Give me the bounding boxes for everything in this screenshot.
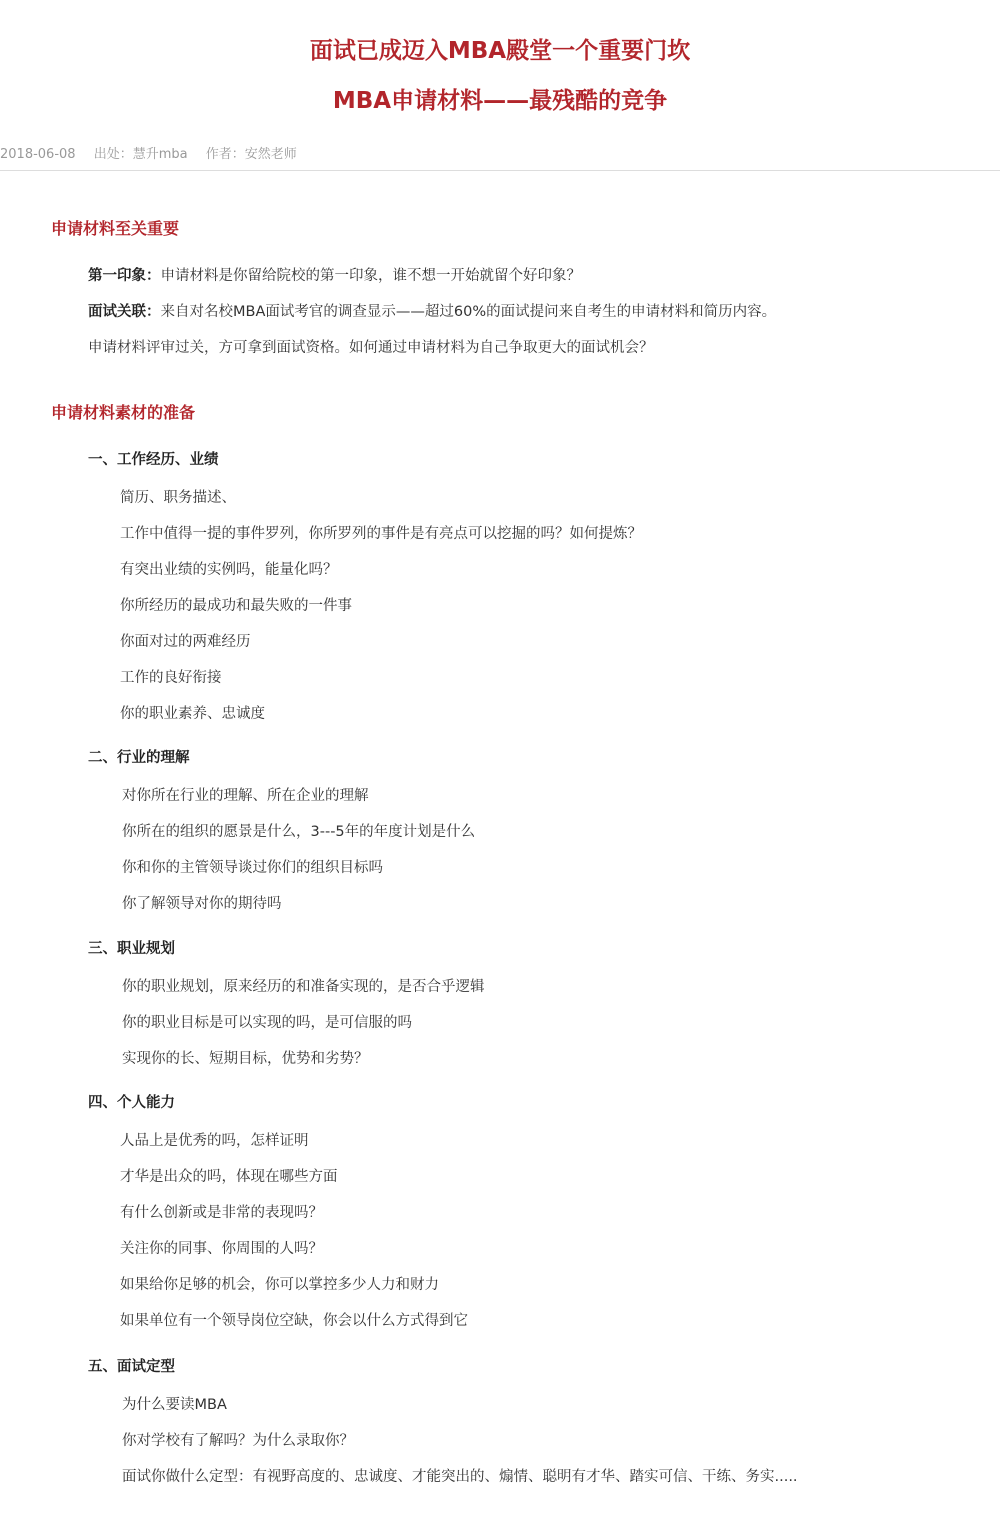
article-title-block: [0, 0, 1000, 118]
article-meta: [0, 143, 311, 162]
section-heading-importance: 申请材料至关重要: [51, 219, 180, 238]
paragraph-text: 申请材料是你留给院校的第一印象，谁不想一开始就留个好印象？: [160, 268, 581, 284]
article-subtitle: MBA申请材料——最残酷的竞争: [332, 88, 668, 114]
list-item: 你所经历的最成功和最失败的一件事: [120, 598, 352, 614]
list-item: 你的职业规划，原来经历的和准备实现的，是否合乎逻辑: [122, 979, 485, 995]
list-item: 工作的良好衔接: [120, 670, 222, 686]
paragraph-label: 第一印象：: [88, 268, 161, 284]
list-item: 如果给你足够的机会，你可以掌控多少人力和财力: [120, 1277, 439, 1293]
list-item: 你的职业目标是可以实现的吗，是可信服的吗: [122, 1015, 412, 1031]
list-item: 简历、职务描述、: [120, 490, 236, 506]
section-heading-preparation: 申请材料素材的准备: [51, 403, 196, 422]
list-item: 有什么创新或是非常的表现吗？: [120, 1205, 323, 1221]
meta-divider: [0, 170, 1000, 171]
paragraph-label: 面试关联：: [88, 304, 161, 320]
list-item: 你和你的主管领导谈过你们的组织目标吗: [122, 860, 383, 876]
list-item: 对你所在行业的理解、所在企业的理解: [122, 788, 369, 804]
paragraph-interview-link: [88, 301, 776, 323]
list-item: 你的职业素养、忠诚度: [120, 706, 265, 722]
list-item: 人品上是优秀的吗，怎样证明: [120, 1133, 309, 1149]
paragraph-text: 来自对名校MBA面试考官的调查显示——超过60%的面试提问来自考生的申请材料和简历内容。: [160, 304, 777, 320]
list-item: 关注你的同事、你周围的人吗？: [120, 1241, 323, 1257]
article-title: 面试已成迈入MBA殿堂一个重要门坎: [309, 38, 691, 64]
group-heading-interview-positioning: 五、面试定型: [88, 1359, 175, 1375]
publish-date: 2018-06-08: [0, 147, 76, 162]
list-item: 你所在的组织的愿景是什么，3---5年的年度计划是什么: [122, 824, 476, 840]
list-item: 面试你做什么定型：有视野高度的、忠诚度、才能突出的、煽情、聪明有才华、踏实可信、干练、务实.....: [122, 1469, 798, 1485]
group-heading-personal-ability: 四、个人能力: [88, 1095, 175, 1111]
list-item: 才华是出众的吗，体现在哪些方面: [120, 1169, 338, 1185]
list-item: 实现你的长、短期目标，优势和劣势？: [122, 1051, 369, 1067]
group-heading-work-experience: 一、工作经历、业绩: [88, 452, 219, 468]
paragraph-review: 申请材料评审过关，方可拿到面试资格。如何通过申请材料为自己争取更大的面试机会？: [88, 340, 654, 356]
group-heading-career-plan: 三、职业规划: [88, 941, 175, 957]
list-item: 你对学校有了解吗？为什么录取你？: [122, 1433, 354, 1449]
list-item: 如果单位有一个领导岗位空缺，你会以什么方式得到它: [120, 1313, 468, 1329]
group-heading-industry: 二、行业的理解: [88, 750, 190, 766]
article-author: 作者：安然老师: [205, 147, 297, 162]
article-source: 出处：慧升mba: [93, 147, 188, 162]
list-item: 你了解领导对你的期待吗: [122, 896, 282, 912]
list-item: 你面对过的两难经历: [120, 634, 251, 650]
list-item: 工作中值得一提的事件罗列，你所罗列的事件是有亮点可以挖掘的吗？如何提炼？: [120, 526, 642, 542]
paragraph-first-impression: [88, 265, 581, 287]
list-item: 为什么要读MBA: [122, 1397, 227, 1413]
list-item: 有突出业绩的实例吗，能量化吗？: [120, 562, 338, 578]
